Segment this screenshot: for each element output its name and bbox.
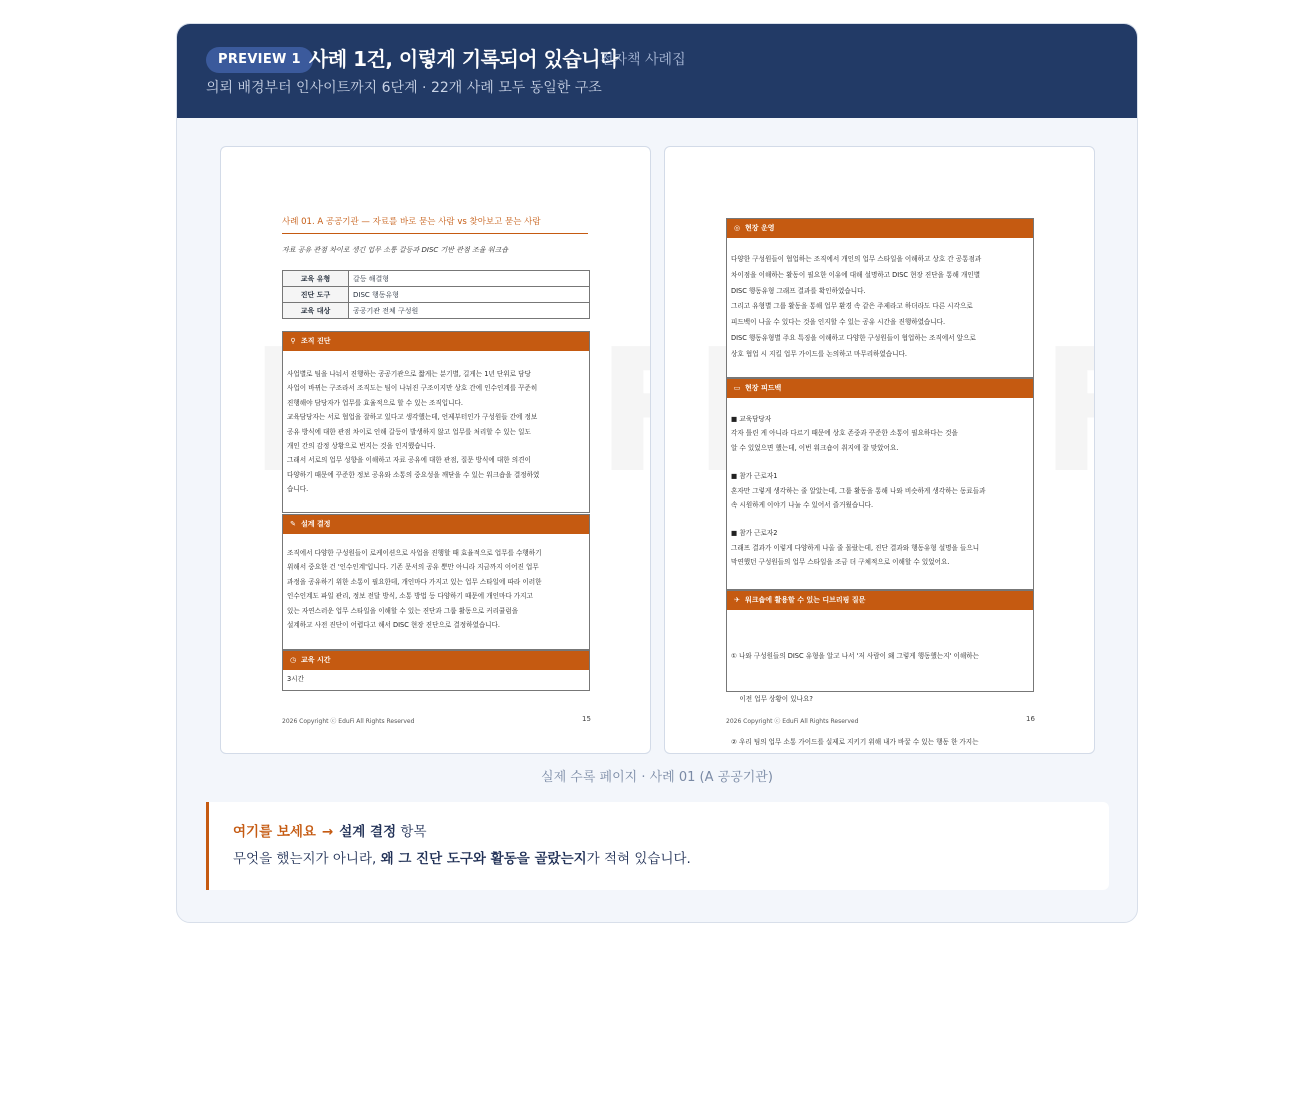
section-training-time xyxy=(282,650,590,691)
section-title: 설계 결정 xyxy=(301,520,331,528)
text-line: 진행해야 담당자가 업무를 효율적으로 할 수 있는 조직입니다. xyxy=(287,398,464,407)
info-value: 갈등 해결형 xyxy=(349,271,590,287)
text-line: 설계하고 사전 진단이 어렵다고 해서 DISC 현장 진단으로 결정하였습니다. xyxy=(287,621,501,630)
text-line: 상호 협업 시 지킬 업무 가이드를 논의하고 마무리하였습니다. xyxy=(731,349,908,358)
section-title: 조직 진단 xyxy=(301,337,331,345)
callout-lead: 여기를 보세요 xyxy=(233,824,316,840)
text-line: 사업별로 팀을 나눠서 진행하는 공공기관으로 짧게는 분기별, 길게는 1년 단위로 담당 xyxy=(287,370,531,378)
preview-title: 사례 1건, 이렇게 기록되어 있습니다 xyxy=(309,47,619,71)
callout-tail: 항목 xyxy=(396,824,427,840)
text-line: 속 시원하게 이야기 나눌 수 있어서 즐거웠습니다. xyxy=(731,501,874,510)
callout-heading xyxy=(233,822,427,842)
section-field-operation xyxy=(726,218,1034,378)
spacer xyxy=(731,512,1029,526)
text-line: 교육담당자는 서로 협업을 잘하고 있다고 생각했는데, 언제부터인가 구성원들 간에 정보 xyxy=(287,413,538,422)
ebook-page-left xyxy=(220,146,651,754)
text-line: 피드백이 나올 수 있다는 것을 인지할 수 있는 공유 시간을 진행하였습니다. xyxy=(731,318,946,327)
section-org-diagnosis xyxy=(282,331,590,513)
case-title: 사례 01. A 공공기관 — 자료를 바로 묻는 사람 vs 찾아보고 묻는 사람 xyxy=(282,215,588,234)
section-body xyxy=(283,351,589,501)
info-key: 교육 대상 xyxy=(283,303,349,319)
section-body xyxy=(727,238,1033,367)
text-line: 인수인계도 파일 관리, 정보 전달 방식, 소통 방법 등 다양하기 때문에 개인마다 가지고 xyxy=(287,592,533,601)
callout-text-pre: 무엇을 했는지가 아니라, xyxy=(233,851,381,867)
section-field-feedback xyxy=(726,378,1034,590)
text-line: 각자 틀린 게 아니라 다르기 때문에 상호 존중과 꾸준한 소통이 필요하다는 것을 xyxy=(731,429,958,438)
text-line: 습니다. xyxy=(287,485,309,494)
section-body xyxy=(727,610,1033,754)
info-key: 교육 유형 xyxy=(283,271,349,287)
text-line: ■ 참가 근로자1 xyxy=(731,472,778,481)
preview-description: 의뢰 배경부터 인사이트까지 6단계 · 22개 사례 모두 동일한 구조 xyxy=(206,80,602,96)
section-header xyxy=(283,332,589,351)
text-line: 차이점을 이해하는 활동이 필요한 이유에 대해 설명하고 DISC 현장 진단을 통해 개인별 xyxy=(731,270,981,279)
callout-text xyxy=(233,849,691,869)
section-design-decision xyxy=(282,514,590,650)
text-line: 그리고 유형별 그룹 활동을 통해 업무 환경 속 같은 주제라고 하더라도 다른 시각으로 xyxy=(731,302,973,311)
text-line: 이전 업무 상황이 있나요? xyxy=(731,695,813,704)
preview-caption: 실제 수록 페이지 · 사례 01 (A 공공기관) xyxy=(541,770,773,785)
clock-icon: ◷ xyxy=(289,656,297,664)
spacer xyxy=(731,455,1029,469)
page-footer: 2026 Copyright ⓒ EduFi All Rights Reserved xyxy=(726,718,859,725)
pin-icon: ✈ xyxy=(734,596,740,604)
text-line: ② 우리 팀의 업무 소통 가이드를 실제로 지키기 위해 내가 바꿀 수 있는 행동 한 가지는 xyxy=(731,738,979,747)
target-icon: ◎ xyxy=(733,224,741,232)
text-line: ■ 교육담당자 xyxy=(731,415,772,423)
section-title: 교육 시간 xyxy=(301,656,331,664)
section-body xyxy=(283,534,589,636)
preview-header xyxy=(177,24,1137,118)
pen-icon: ✎ xyxy=(290,520,296,528)
text-line: DISC 행동유형 그래프 결과를 확인하였습니다. xyxy=(731,286,866,295)
callout-text-bold: 왜 그 진단 도구와 활동을 골랐는지 xyxy=(380,851,587,867)
info-key: 진단 도구 xyxy=(283,287,349,303)
section-body xyxy=(283,670,589,690)
text-line: DISC 행동유형별 주요 특징을 이해하고 다양한 구성원들이 협업하는 조직에서 앞으로 xyxy=(731,333,976,342)
text-line: ① 나와 구성원들의 DISC 유형을 알고 나서 '저 사람이 왜 그렇게 행동했는지' 이해하는 xyxy=(731,651,979,660)
section-body xyxy=(727,398,1033,574)
text-line: 조직에서 다양한 구성원들이 로케이션으로 사업을 진행할 때 효율적으로 업무를 수행하기 xyxy=(287,549,542,557)
text-line: 다양한 구성원들이 협업하는 조직에서 개인의 업무 스타일을 이해하고 상호 간 공통점과 xyxy=(731,255,982,263)
text-line: 그래프 결과가 이렇게 다양하게 나올 줄 몰랐는데, 진단 결과와 행동유형 설명을 들으니 xyxy=(731,543,980,552)
text-line: 알 수 있었으면 했는데, 이번 워크숍이 취지에 잘 맞았어요. xyxy=(731,443,899,452)
text-line: 3시간 xyxy=(287,675,304,683)
search-icon: ⚲ xyxy=(290,337,296,345)
info-value: DISC 행동유형 xyxy=(349,287,590,303)
section-title: 워크숍에 활용할 수 있는 디브리핑 질문 xyxy=(745,596,866,604)
text-line: 그래서 서로의 업무 성향을 이해하고 자료 공유에 대한 관점, 질문 방식에 대한 의견이 xyxy=(287,456,531,465)
text-line: 위해서 중요한 건 '인수인계'입니다. 기존 문서의 공유 뿐만 아니라 지금까지 이어진 업무 xyxy=(287,563,539,572)
text-line: 막연했던 구성원들의 업무 스타일을 조금 더 구체적으로 이해할 수 있었어요. xyxy=(731,558,950,567)
text-line: 있는 자연스러운 업무 스타일을 이해할 수 있는 진단과 그룹 활동으로 커리큘럼을 xyxy=(287,606,519,615)
section-header xyxy=(283,651,589,670)
section-header xyxy=(727,379,1033,398)
arrow-right-icon: → xyxy=(321,824,334,840)
info-row xyxy=(283,303,590,319)
info-row xyxy=(283,271,590,287)
callout-note xyxy=(206,802,1109,890)
preview-card xyxy=(176,23,1138,923)
preview-subtitle: 전자책 사례집 xyxy=(600,52,686,68)
page-number: 16 xyxy=(1026,715,1035,723)
page-number: 15 xyxy=(582,715,591,723)
section-title: 현장 운영 xyxy=(745,224,775,232)
preview-badge: PREVIEW 1 xyxy=(206,47,313,73)
text-line: ■ 참가 근로자2 xyxy=(731,529,778,538)
page-footer: 2026 Copyright ⓒ EduFi All Rights Reserved xyxy=(282,718,415,725)
section-header xyxy=(727,591,1033,610)
info-value: 공공기관 전체 구성원 xyxy=(349,303,590,319)
section-header xyxy=(283,515,589,534)
text-line: 다양하기 때문에 꾸준한 정보 공유와 소통의 중요성을 깨닫을 수 있는 워크숍을 결정하였 xyxy=(287,470,540,479)
text-line: 공유 방식에 대한 관점 차이로 인해 갈등이 발생하지 않고 업무를 처리할 수 있는 일도 xyxy=(287,427,531,436)
chat-icon: ▭ xyxy=(733,384,741,392)
case-subtitle: 자료 공유 관점 차이로 생긴 업무 소통 갈등과 DISC 기반 관점 조율 워크숍 xyxy=(282,246,509,254)
text-line: 혼자만 그렇게 생각하는 줄 알았는데, 그룹 활동을 통해 나와 비슷하게 생각하는 동료들과 xyxy=(731,486,986,495)
text-line: 개인 간의 감정 상황으로 번지는 것을 인지했습니다. xyxy=(287,442,436,451)
info-row xyxy=(283,287,590,303)
ebook-page-right xyxy=(664,146,1095,754)
section-header xyxy=(727,219,1033,238)
callout-key: 설계 결정 xyxy=(339,824,397,840)
text-line: 과정을 공유하기 위한 소통이 필요한데, 개인마다 가지고 있는 업무 스타일에 따라 이러한 xyxy=(287,577,542,586)
callout-text-post: 가 적혀 있습니다. xyxy=(586,851,691,867)
text-line: 사업이 바뀌는 구조라서 조직도는 팀이 나뉘진 구조이지만 상호 간에 인수인계를 꾸준히 xyxy=(287,384,538,393)
section-title: 현장 피드백 xyxy=(745,384,782,392)
case-info-table xyxy=(282,270,590,319)
